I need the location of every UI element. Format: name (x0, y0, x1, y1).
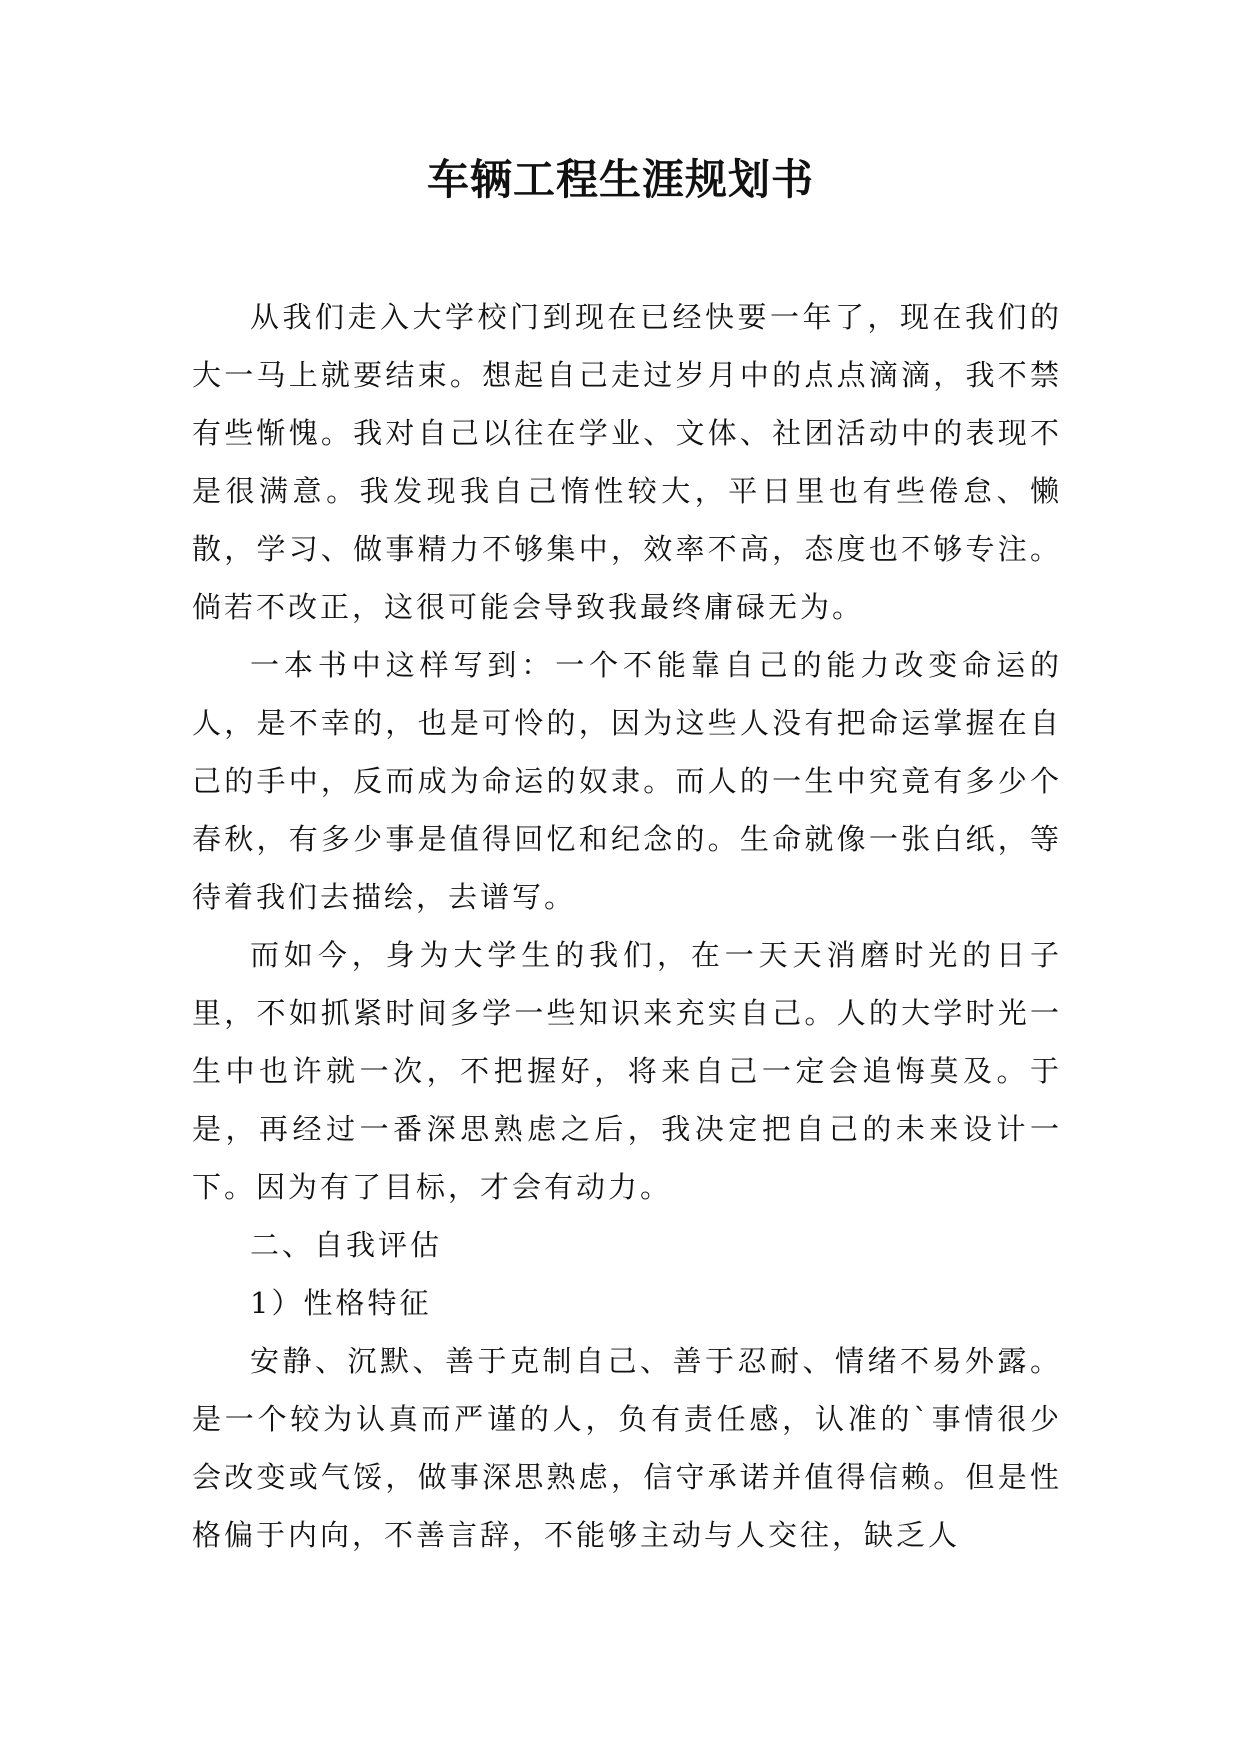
document-body (192, 288, 1062, 1564)
paragraph-quote: 一本书中这样写到：一个不能靠自己的能力改变命运的人，是不幸的，也是可怜的，因为这些人没有把命运掌握在自己的手中，反而成为命运的奴隶。而人的一生中究竟有多少个春秋，有多少事是值得回忆和纪念的。生命就像一张白纸，等待着我们去描绘，去谱写。 (192, 648, 1062, 914)
paragraph-intro: 从我们走入大学校门到现在已经快要一年了，现在我们的大一马上就要结束。想起自己走过岁月中的点点滴滴，我不禁有些惭愧。我对自己以往在学业、文体、社团活动中的表现不是很满意。我发现我自己惰性较大，平日里也有些倦怠、懒散，学习、做事精力不够集中，效率不高，态度也不够专注。倘若不改正，这很可能会导致我最终庸碌无为。 (192, 300, 1062, 624)
paragraph-plan: 而如今，身为大学生的我们，在一天天消磨时光的日子里，不如抓紧时间多学一些知识来充实自己。人的大学时光一生中也许就一次，不把握好，将来自己一定会追悔莫及。于是，再经过一番深思熟虑之后，我决定把自己的未来设计一下。因为有了目标，才会有动力。 (192, 938, 1062, 1204)
document-title: 车辆工程生涯规划书 (426, 155, 814, 204)
section-heading-self-assessment: 二、自我评估 (250, 1228, 443, 1262)
subsection-heading-personality: 1）性格特征 (250, 1286, 432, 1320)
paragraph-personality: 安静、沉默、善于克制自己、善于忍耐、情绪不易外露。是一个较为认真而严谨的人，负有责任感，认准的`事情很少会改变或气馁，做事深思熟虑，信守承诺并值得信赖。但是性格偏于内向，不善言辞，不能够主动与人交往，缺乏人 (192, 1344, 1062, 1552)
